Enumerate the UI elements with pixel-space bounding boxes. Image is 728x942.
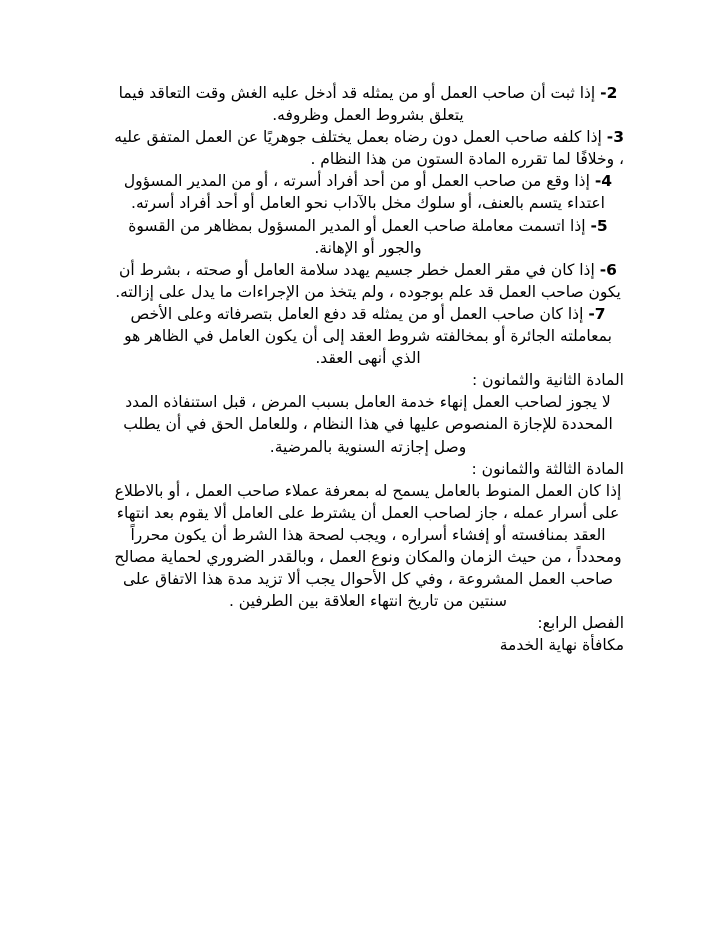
chapter-title: الفصل الرابع: <box>537 614 624 633</box>
list-item <box>112 259 624 303</box>
list-item <box>112 82 624 126</box>
item-text: إذا ثبت أن صاحب العمل أو من يمثله قد أدخل عليه الغش وقت التعاقد فيما يتعلق بشروط العمل وظروفه. <box>118 84 596 125</box>
item-text: إذا كلفه صاحب العمل دون رضاه بعمل يختلف جوهريًا عن العمل المتفق عليه ، وخلافًا لما تقرره المادة الستون من هذا النظام . <box>114 128 624 169</box>
article-83-text: إذا كان العمل المنوط بالعامل يسمح له بمعرفة عملاء صاحب العمل ، أو بالاطلاع على أسرار عمله ، جاز لصاحب العمل أن يشترط على العامل ألا يقوم بعد انتهاء العقد بمنافسته أو إفشاء أسراره ، ويجب لصحة هذا الشرط أن يكون محرراً ومحدداً ، من حيث الزمان والمكان ونوع العمل ، وبالقدر الضروري لحماية مصالح صاحب العمل المشروعة ، وفي كل الأحوال يجب ألا تزيد مدة هذا الاتفاق على سنتين من تاريخ انتهاء العلاقة بين الطرفين . <box>114 481 622 611</box>
item-text: إذا اتسمت معاملة صاحب العمل أو المدير المسؤول بمظاهر من القسوة والجور أو الإهانة. <box>128 216 586 257</box>
list-item <box>112 126 624 170</box>
article-83-heading: المادة الثالثة والثمانون : <box>471 459 624 478</box>
item-number: 4- <box>594 172 613 191</box>
list-item <box>112 215 624 259</box>
item-text: إذا كان في مقر العمل خطر جسيم يهدد سلامة العامل أو صحته ، بشرط أن يكون صاحب العمل قد علم بوجوده ، ولم يتخذ من الإجراءات ما يدل على إزالته. <box>115 260 621 301</box>
item-text: إذا وقع من صاحب العمل أو من أحد أفراد أسرته ، أو من المدير المسؤول اعتداء يتسم بالعنف، أو سلوك مخل بالآداب نحو العامل أو أحد أفراد أسرته. <box>123 172 605 213</box>
article-82-text: لا يجوز لصاحب العمل إنهاء خدمة العامل بسبب المرض ، قبل استنفاذه المدد المحددة للإجازة المنصوص عليها في هذا النظام ، وللعامل الحق في أن يطلب وصل إجازته السنوية بالمرضية. <box>123 393 613 456</box>
item-number: 3- <box>606 128 624 147</box>
article-82-heading: المادة الثانية والثمانون : <box>471 371 624 390</box>
document-body <box>112 82 624 656</box>
list-item <box>112 303 624 369</box>
item-number: 6- <box>599 260 617 279</box>
item-number: 5- <box>590 216 608 235</box>
item-number: 2- <box>600 84 618 102</box>
chapter-subtitle: مكافأة نهاية الخدمة <box>499 636 624 655</box>
list-item <box>112 170 624 214</box>
item-number: 7- <box>588 304 606 323</box>
item-text: إذا كان صاحب العمل أو من يمثله قد دفع العامل بتصرفاته وعلى الأخص بمعاملته الجائرة أو بمخالفته شروط العقد إلى أن يكون العامل في الظاهر هو الذي أنهى العقد. <box>124 304 612 368</box>
